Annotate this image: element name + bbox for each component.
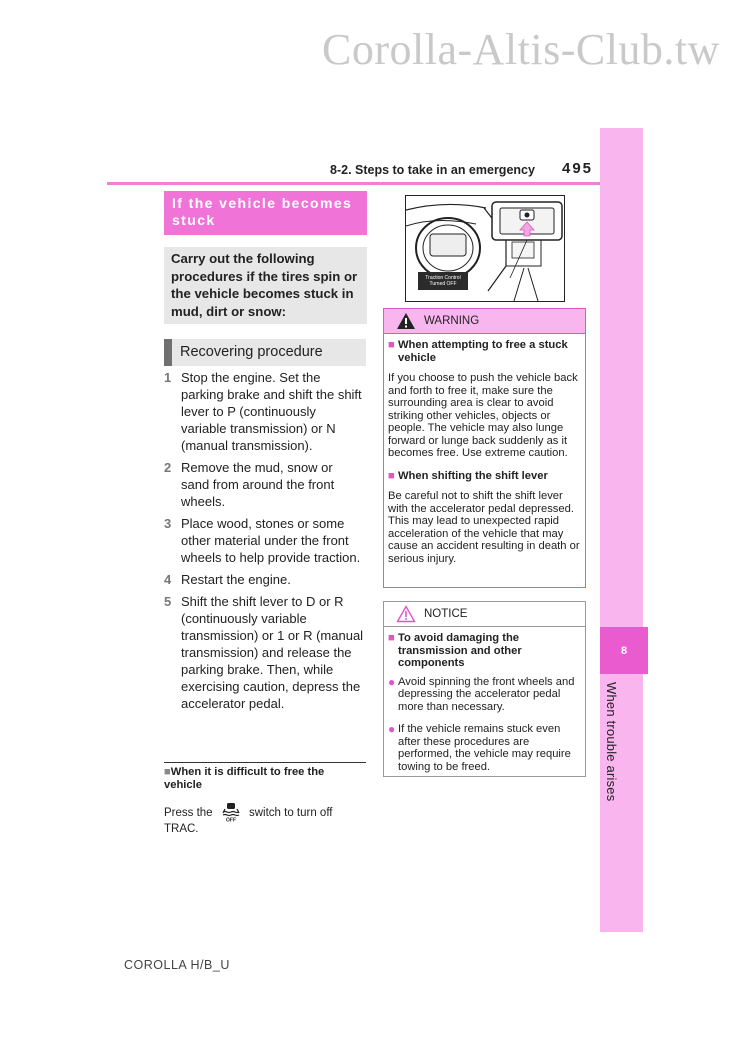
traction-control-label: Traction Control Turned OFF	[418, 272, 468, 290]
intro-text: Carry out the following procedures if the tires spin or the vehicle becomes stuck in mud, dirt or snow:	[164, 247, 367, 324]
watermark: Corolla-Altis-Club.tw	[322, 25, 720, 74]
step-text: Stop the engine. Set the parking brake and shift the shift lever to P (continuously variable transmission) or N (manual transmission).	[181, 370, 362, 453]
notice-title: NOTICE	[424, 608, 468, 620]
svg-text:OFF: OFF	[225, 817, 236, 822]
header-rule	[107, 182, 600, 185]
step-item	[164, 571, 364, 588]
step-number: 4	[164, 572, 172, 587]
notice-header	[384, 602, 585, 627]
warning-subheading-text: When shifting the shift lever	[398, 469, 548, 482]
chapter-number: 8	[600, 627, 648, 674]
notice-bullet	[384, 673, 585, 714]
warning-subheading-text: When attempting to free a stuck vehicle	[398, 339, 568, 364]
warning-subheading	[384, 468, 585, 483]
warning-box	[383, 308, 586, 588]
difficult-text-before: Press the	[164, 807, 213, 819]
warning-text: Be careful not to shift the shift lever with the accelerator pedal depressed. This may lead to unexpected rapid acceleration of the vehicle that may cause an accident resulting in death or serious injury.	[388, 490, 580, 565]
step-number: 1	[164, 370, 172, 385]
steps-list	[164, 369, 364, 717]
chapter-title: When trouble arises	[604, 682, 619, 802]
bullet-dot: ●	[388, 674, 396, 689]
square-marker: ■	[388, 339, 395, 351]
difficult-heading	[164, 766, 364, 792]
difficult-text-after: switch to turn off TRAC.	[164, 807, 333, 835]
warning-text: If you choose to push the vehicle back and forth to free it, make sure the surrounding area is clear to avoid striking other vehicles, objects or people. The vehicle may also lunge forward or lunge back suddenly as it becomes free. Use extreme caution.	[388, 372, 578, 459]
bullet-dot: ●	[388, 722, 396, 736]
step-text: Remove the mud, snow or sand from around the front wheels.	[181, 460, 335, 509]
step-item	[164, 369, 364, 454]
warning-subheading	[384, 337, 585, 364]
step-text: Place wood, stones or some other material under the front wheels to help provide traction.	[181, 516, 361, 565]
step-number: 5	[164, 594, 172, 609]
chapter-side-tab	[600, 128, 643, 932]
step-item	[164, 459, 364, 510]
divider	[164, 762, 366, 763]
section-header: 8-2. Steps to take in an emergency	[330, 163, 535, 177]
step-item	[164, 593, 364, 712]
section-title: If the vehicle becomes stuck	[164, 191, 367, 235]
notice-subheading-text: To avoid damaging the transmission and other components	[398, 632, 522, 669]
page-number: 495	[562, 160, 594, 177]
notice-bullet	[384, 720, 585, 773]
warning-header	[384, 309, 585, 334]
difficult-heading-text: When it is difficult to free the vehicle	[164, 766, 325, 791]
dashboard-illustration	[405, 195, 565, 302]
footer-model-code: COROLLA H/B_U	[124, 958, 230, 972]
trac-off-icon	[218, 802, 244, 822]
notice-subheading	[384, 629, 585, 670]
warning-triangle-icon	[396, 312, 416, 330]
step-number: 3	[164, 516, 172, 531]
step-text: Shift the shift lever to D or R (continuously variable transmission) or 1 or R (manual transmission) and release the parking brake. Then, while exercising caution, depress the accelerator pedal.	[181, 594, 364, 711]
step-text: Restart the engine.	[181, 572, 291, 587]
step-number: 2	[164, 460, 172, 475]
procedure-heading: Recovering procedure	[164, 339, 366, 366]
square-marker: ■	[388, 632, 395, 644]
warning-title: WARNING	[424, 315, 480, 327]
notice-bullet-text: Avoid spinning the front wheels and depressing the accelerator pedal more than necessary.	[398, 675, 575, 713]
square-marker: ■	[388, 469, 395, 482]
square-marker: ■	[164, 766, 171, 778]
notice-triangle-icon	[396, 605, 416, 623]
step-item	[164, 515, 364, 566]
difficult-body	[164, 802, 364, 837]
notice-box	[383, 601, 586, 777]
notice-bullet-text: If the vehicle remains stuck even after these procedures are performed, the vehicle may require towing to be freed.	[398, 723, 571, 773]
